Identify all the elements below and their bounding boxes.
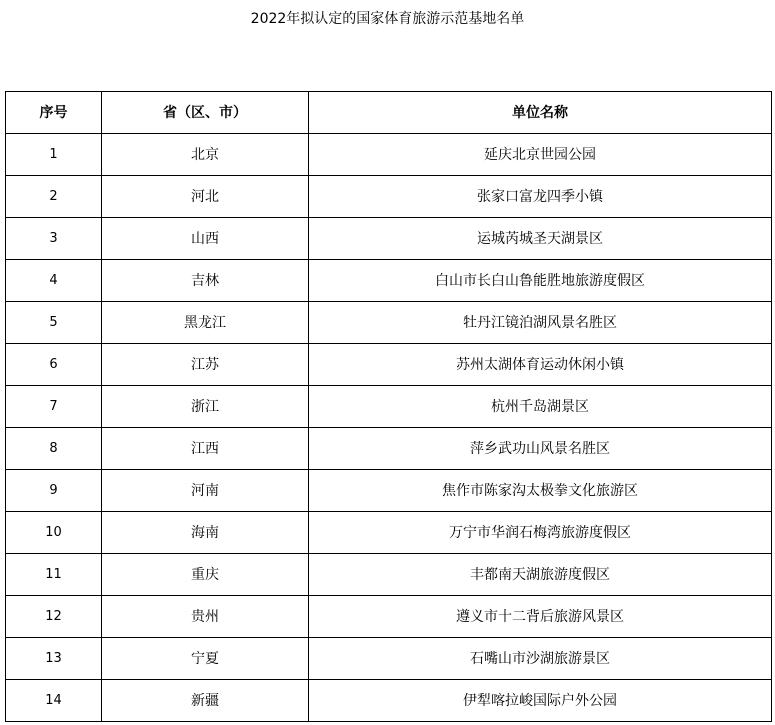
table-row — [6, 596, 772, 638]
table-row — [6, 218, 772, 260]
cell-province: 黑龙江 — [102, 302, 309, 344]
table-row — [6, 680, 772, 722]
cell-unit-name: 焦作市陈家沟太极拳文化旅游区 — [309, 470, 772, 512]
cell-serial-number: 5 — [6, 302, 102, 344]
cell-serial-number: 10 — [6, 512, 102, 554]
cell-province: 江西 — [102, 428, 309, 470]
cell-serial-number: 6 — [6, 344, 102, 386]
cell-unit-name: 白山市长白山鲁能胜地旅游度假区 — [309, 260, 772, 302]
header-unit-name: 单位名称 — [309, 92, 772, 134]
cell-unit-name: 牡丹江镜泊湖风景名胜区 — [309, 302, 772, 344]
cell-province: 北京 — [102, 134, 309, 176]
cell-serial-number: 7 — [6, 386, 102, 428]
cell-province: 河北 — [102, 176, 309, 218]
header-province: 省（区、市） — [102, 92, 309, 134]
cell-serial-number: 9 — [6, 470, 102, 512]
cell-serial-number: 12 — [6, 596, 102, 638]
header-serial-number: 序号 — [6, 92, 102, 134]
cell-province: 贵州 — [102, 596, 309, 638]
cell-serial-number: 3 — [6, 218, 102, 260]
cell-serial-number: 8 — [6, 428, 102, 470]
cell-unit-name: 伊犁喀拉峻国际户外公园 — [309, 680, 772, 722]
table-row — [6, 554, 772, 596]
cell-unit-name: 运城芮城圣天湖景区 — [309, 218, 772, 260]
cell-province: 宁夏 — [102, 638, 309, 680]
cell-unit-name: 延庆北京世园公园 — [309, 134, 772, 176]
table-row — [6, 512, 772, 554]
table-row — [6, 470, 772, 512]
cell-serial-number: 2 — [6, 176, 102, 218]
cell-province: 吉林 — [102, 260, 309, 302]
cell-province: 山西 — [102, 218, 309, 260]
table-row — [6, 428, 772, 470]
cell-serial-number: 11 — [6, 554, 102, 596]
table-row — [6, 386, 772, 428]
cell-unit-name: 石嘴山市沙湖旅游景区 — [309, 638, 772, 680]
cell-unit-name: 万宁市华润石梅湾旅游度假区 — [309, 512, 772, 554]
cell-province: 江苏 — [102, 344, 309, 386]
table-row — [6, 134, 772, 176]
cell-province: 新疆 — [102, 680, 309, 722]
cell-unit-name: 丰都南天湖旅游度假区 — [309, 554, 772, 596]
cell-unit-name: 张家口富龙四季小镇 — [309, 176, 772, 218]
cell-unit-name: 遵义市十二背后旅游风景区 — [309, 596, 772, 638]
cell-serial-number: 1 — [6, 134, 102, 176]
table-row — [6, 302, 772, 344]
table-row — [6, 344, 772, 386]
cell-serial-number: 4 — [6, 260, 102, 302]
cell-province: 浙江 — [102, 386, 309, 428]
table-body — [6, 134, 772, 722]
cell-province: 河南 — [102, 470, 309, 512]
table-row — [6, 638, 772, 680]
cell-serial-number: 14 — [6, 680, 102, 722]
table-row — [6, 176, 772, 218]
page-title: 2022年拟认定的国家体育旅游示范基地名单 — [250, 11, 525, 27]
cell-province: 海南 — [102, 512, 309, 554]
table-header-row — [6, 92, 772, 134]
cell-unit-name: 苏州太湖体育运动休闲小镇 — [309, 344, 772, 386]
table-row — [6, 260, 772, 302]
demonstration-base-table — [5, 91, 772, 722]
cell-province: 重庆 — [102, 554, 309, 596]
cell-serial-number: 13 — [6, 638, 102, 680]
cell-unit-name: 萍乡武功山风景名胜区 — [309, 428, 772, 470]
cell-unit-name: 杭州千岛湖景区 — [309, 386, 772, 428]
